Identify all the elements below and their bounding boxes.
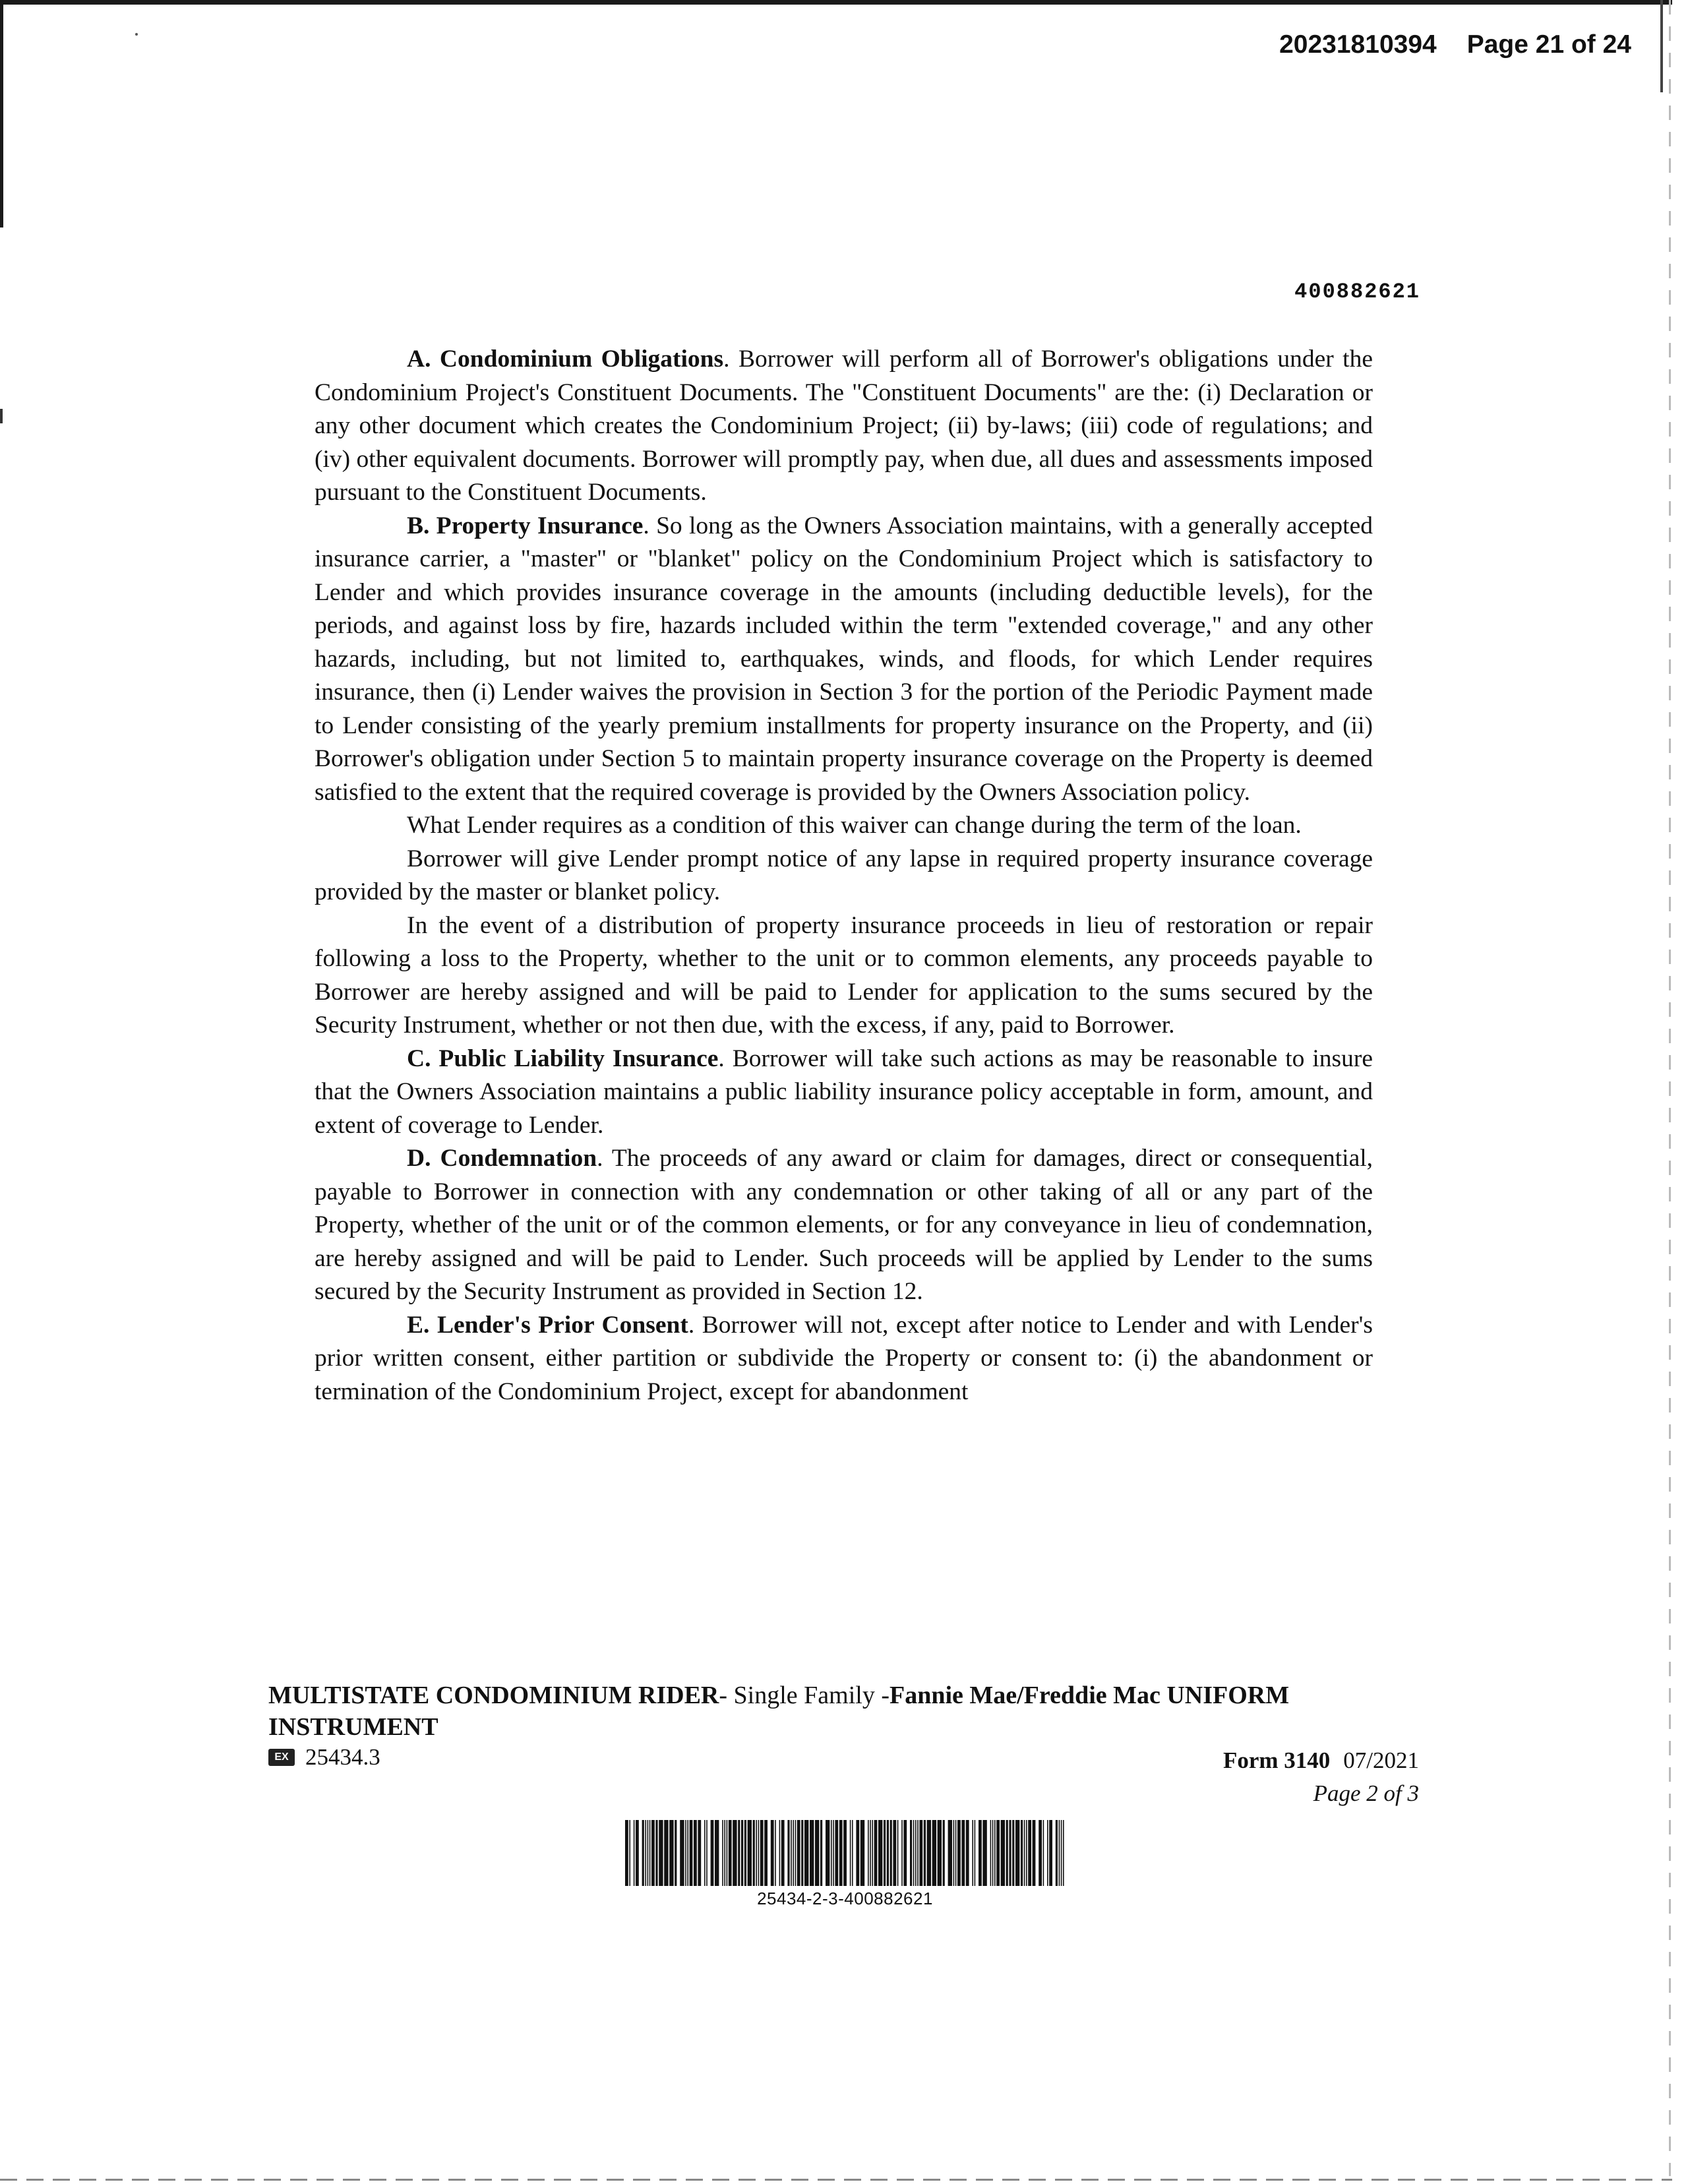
- barcode-bar: [655, 1820, 657, 1886]
- section-c-heading: C. Public Liability Insurance: [407, 1045, 719, 1072]
- section-a-text: . Borrower will perform all of Borrower's obligations under the Condominium Project's Constituent Documents. The "Constituent Documents" are the: (i) Declaration or any other document which creates the Condominium Project; (ii) by-laws; (iii) code of regulations; and (iv) other equivalent documents. Borrower will promptly pay, when due, all dues and assessments imposed pursuant to the Constituent Documents.: [315, 346, 1373, 506]
- barcode-bar: [675, 1820, 677, 1886]
- barcode-bar: [1039, 1820, 1042, 1886]
- barcode-bar: [791, 1820, 792, 1886]
- barcode-bar: [910, 1820, 912, 1886]
- barcode-bar: [872, 1820, 873, 1886]
- barcode-bar: [711, 1820, 714, 1886]
- barcode-bar: [1012, 1820, 1014, 1886]
- barcode-bar: [826, 1820, 829, 1886]
- barcode-bar: [771, 1820, 774, 1886]
- document-body: [315, 343, 1373, 1409]
- barcode-bar: [1024, 1820, 1025, 1886]
- barcode-bar: [729, 1820, 732, 1886]
- barcode-bar: [793, 1820, 794, 1886]
- barcode-bar: [913, 1820, 915, 1886]
- section-d-text: . The proceeds of any award or claim for damages, direct or consequential, payable to Borrower in connection with any condemnation or other taking of all or any part of the Property, whether of the unit or of the common elements, or for any conveyance in lieu of condemnation, are hereby assigned and will be paid to Lender. Such proceeds will be applied by Lender to the sums secured by the Security Instrument as provided in Section 12.: [315, 1145, 1373, 1305]
- barcode-bar: [1001, 1820, 1005, 1886]
- barcode-bar: [741, 1820, 743, 1886]
- barcode-bar: [738, 1820, 740, 1886]
- barcode-bar: [801, 1820, 803, 1886]
- barcode-bar: [685, 1820, 686, 1886]
- barcode-bar: [779, 1820, 781, 1886]
- barcode-bar: [764, 1820, 768, 1886]
- barcode-bar: [634, 1820, 635, 1886]
- barcode-bar: [1009, 1820, 1011, 1886]
- barcode-bar: [890, 1820, 892, 1886]
- barcode-bar: [884, 1820, 886, 1886]
- barcode-bar: [1015, 1820, 1019, 1886]
- section-d-heading: D. Condemnation: [407, 1145, 597, 1172]
- barcode-bar: [715, 1820, 719, 1886]
- section-a-paragraph: [315, 343, 1373, 510]
- barcode-bars: [625, 1820, 1065, 1886]
- barcode-bar: [680, 1820, 684, 1886]
- recording-header: [1279, 30, 1631, 59]
- barcode-bar: [975, 1820, 976, 1886]
- section-b-paragraph-4: In the event of a distribution of property insurance proceeds in lieu of restoration or repair following a loss to the Property, whether to the unit or to common elements, any proceeds payable to Borrower are hereby assigned and will be paid to Lender for application to the sums secured by the Security Instrument, whether or not then due, with the excess, if any, paid to Borrower.: [315, 911, 1373, 1039]
- barcode-bar: [852, 1820, 853, 1886]
- barcode-bar: [1033, 1820, 1036, 1886]
- barcode-bar: [979, 1820, 982, 1886]
- section-b-heading: B. Property Insurance: [407, 512, 644, 539]
- section-d-paragraph: [315, 1142, 1373, 1309]
- barcode-bar: [856, 1820, 859, 1886]
- barcode-bar: [698, 1820, 701, 1886]
- barcode-bar: [966, 1820, 969, 1886]
- barcode-bar: [868, 1820, 869, 1886]
- barcode-bar: [1028, 1820, 1031, 1886]
- barcode-bar: [1021, 1820, 1023, 1886]
- barcode-bar: [753, 1820, 755, 1886]
- barcode-bar: [629, 1820, 630, 1886]
- barcode-bar: [694, 1820, 697, 1886]
- barcode-bar: [917, 1820, 919, 1886]
- barcode-bar: [642, 1820, 644, 1886]
- barcode-bar: [1056, 1820, 1058, 1886]
- footer-doc-code: [268, 1744, 380, 1771]
- barcode-bar: [804, 1820, 808, 1886]
- barcode-bar: [932, 1820, 936, 1886]
- footer-title: [268, 1680, 1389, 1743]
- barcode-bar: [870, 1820, 871, 1886]
- barcode-bar: [878, 1820, 882, 1886]
- barcode-bar: [687, 1820, 688, 1886]
- scan-edge-bottom: [0, 2179, 1672, 2181]
- form-date: 07/2021: [1343, 1747, 1419, 1773]
- barcode-bar: [645, 1820, 646, 1886]
- barcode-bar: [955, 1820, 957, 1886]
- form-label: Form 3140: [1222, 1747, 1331, 1773]
- barcode-bar: [820, 1820, 822, 1886]
- barcode-bar: [636, 1820, 639, 1886]
- barcode-bar: [887, 1820, 889, 1886]
- barcode-bar: [953, 1820, 955, 1886]
- barcode-bar: [690, 1820, 693, 1886]
- barcode-bar: [994, 1820, 996, 1886]
- section-b-paragraph-3: Borrower will give Lender prompt notice of any lapse in required property insurance coverage provided by the master or blanket policy.: [315, 845, 1373, 905]
- barcode-bar: [874, 1820, 878, 1886]
- barcode-bar: [835, 1820, 838, 1886]
- barcode-bar: [927, 1820, 931, 1886]
- barcode-bar: [915, 1820, 917, 1886]
- page-label: Page 21 of 24: [1466, 30, 1631, 59]
- scan-speck: [135, 33, 138, 36]
- section-c-paragraph: [315, 1043, 1373, 1143]
- barcode-bar: [1049, 1820, 1052, 1886]
- barcode-bar: [651, 1820, 655, 1886]
- barcode-bar: [810, 1820, 814, 1886]
- barcode-bar: [704, 1820, 706, 1886]
- barcode-bar: [990, 1820, 992, 1886]
- barcode-bar: [943, 1820, 945, 1886]
- footer-title-normal: - Single Family -: [719, 1682, 889, 1709]
- barcode-bar: [758, 1820, 760, 1886]
- barcode-bar: [727, 1820, 728, 1886]
- barcode-bar: [781, 1820, 785, 1886]
- barcode-bar: [982, 1820, 986, 1886]
- barcode-bar: [659, 1820, 663, 1886]
- barcode: [625, 1820, 1065, 1909]
- barcode-bar: [625, 1820, 628, 1886]
- barcode-bar: [831, 1820, 832, 1886]
- doc-code: 25434.3: [305, 1744, 380, 1770]
- barcode-bar: [706, 1820, 708, 1886]
- barcode-bar: [903, 1820, 907, 1886]
- barcode-bar: [938, 1820, 942, 1886]
- section-e-text: . Borrower will not, except after notice to Lender and with Lender's prior written consent, either partition or subdivide the Property or consent to: (i) the abandonment or termination of the Condominium Project, except for abandonment: [315, 1311, 1373, 1405]
- barcode-bar: [833, 1820, 834, 1886]
- barcode-bar: [992, 1820, 994, 1886]
- barcode-bar: [1026, 1820, 1027, 1886]
- barcode-bar: [1061, 1820, 1062, 1886]
- barcode-bar: [724, 1820, 725, 1886]
- section-e-paragraph: [315, 1309, 1373, 1409]
- footer-title-bold: MULTISTATE CONDOMINIUM RIDER: [268, 1682, 719, 1709]
- barcode-bar: [748, 1820, 752, 1886]
- barcode-bar: [850, 1820, 851, 1886]
- barcode-bar: [1059, 1820, 1060, 1886]
- barcode-bar: [1043, 1820, 1044, 1886]
- barcode-text: 25434-2-3-400882621: [757, 1889, 933, 1908]
- barcode-bar: [733, 1820, 737, 1886]
- barcode-bar: [797, 1820, 800, 1886]
- barcode-bar: [901, 1820, 903, 1886]
- barcode-bar: [897, 1820, 899, 1886]
- barcode-bar: [957, 1820, 961, 1886]
- barcode-bar: [893, 1820, 896, 1886]
- barcode-bar: [664, 1820, 668, 1886]
- scan-edge-top: [0, 0, 1672, 5]
- barcode-bar: [648, 1820, 649, 1886]
- recording-number: 20231810394: [1279, 30, 1437, 59]
- barcode-bar: [815, 1820, 819, 1886]
- section-e-heading: E. Lender's Prior Consent: [407, 1311, 688, 1339]
- section-b-paragraph-2: What Lender requires as a condition of this waiver can change during the term of the loan.: [407, 812, 1302, 839]
- barcode-bar: [924, 1820, 926, 1886]
- barcode-bar: [649, 1820, 651, 1886]
- barcode-bar: [760, 1820, 764, 1886]
- barcode-bar: [948, 1820, 952, 1886]
- barcode-bar: [843, 1820, 847, 1886]
- section-b-text: . So long as the Owners Association maintains, with a generally accepted insurance carrier, a "master" or "blanket" policy on the Condominium Project which is satisfactory to Lender and which provides insurance coverage in the amounts (including deductible levels), for the periods, and against loss by fire, hazards included within the term "extended coverage," and any other hazards, including, but not limited to, earthquakes, winds, and floods, for which Lender requires insurance, then (i) Lender waives the provision in Section 3 for the portion of the Periodic Payment made to Lender consisting of the yearly premium installments for property insurance on the Property, and (ii) Borrower's obligation under Section 5 to maintain property insurance coverage on the Property is deemed satisfied to the extent that the required coverage is provided by the Owners Association policy.: [315, 512, 1373, 806]
- barcode-bar: [744, 1820, 746, 1886]
- barcode-bar: [860, 1820, 864, 1886]
- footer-title-bold-2: Fannie Mae/Freddie Mac UNIFORM INSTRUMENT: [268, 1682, 1290, 1741]
- barcode-bar: [839, 1820, 843, 1886]
- loan-number: 400882621: [1294, 280, 1420, 304]
- section-c-text: . Borrower will take such actions as may be reasonable to insure that the Owners Association maintains a public liability insurance policy acceptable in form, amount, and extent of coverage to Lender.: [315, 1045, 1373, 1139]
- barcode-bar: [996, 1820, 1000, 1886]
- section-b-paragraph: [315, 510, 1373, 810]
- form-line: [1223, 1744, 1419, 1777]
- barcode-bar: [1047, 1820, 1048, 1886]
- footer-form-info: [1223, 1744, 1419, 1810]
- section-a-heading: A. Condominium Obligations: [407, 346, 724, 373]
- page-of-label: Page 2 of 3: [1313, 1780, 1419, 1806]
- barcode-bar: [961, 1820, 965, 1886]
- barcode-bar: [775, 1820, 776, 1886]
- scan-edge-right: [1669, 0, 1671, 2176]
- barcode-bar: [787, 1820, 789, 1886]
- barcode-bar: [669, 1820, 673, 1886]
- barcode-bar: [756, 1820, 757, 1886]
- barcode-bar: [1063, 1820, 1064, 1886]
- scan-mark: [0, 409, 3, 423]
- barcode-bar: [1006, 1820, 1008, 1886]
- ellie-mae-form-icon: EX: [268, 1749, 295, 1766]
- barcode-bar: [795, 1820, 797, 1886]
- barcode-bar: [722, 1820, 723, 1886]
- scan-edge-left: [0, 0, 3, 228]
- scan-edge-right-top: [1660, 0, 1663, 92]
- barcode-bar: [972, 1820, 973, 1886]
- barcode-bar: [919, 1820, 922, 1886]
